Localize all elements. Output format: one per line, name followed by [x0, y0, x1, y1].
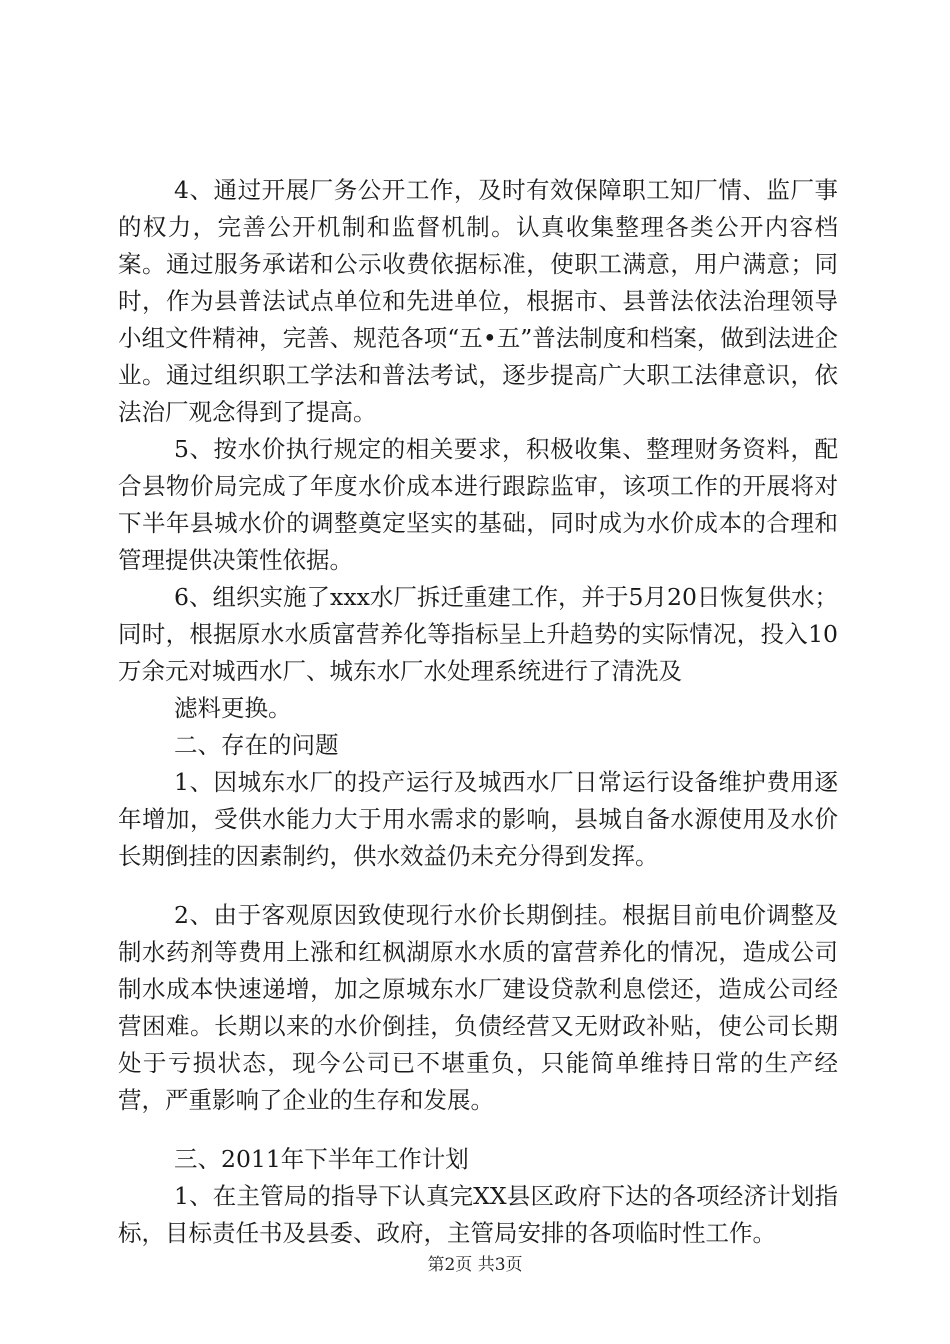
section-heading-plan: 三、2011年下半年工作计划	[174, 1145, 469, 1173]
document-body	[118, 172, 838, 1252]
paragraph-gap	[118, 875, 838, 897]
paragraph-item-5: 5、按水价执行规定的相关要求，积极收集、整理财务资料，配合县物价局完成了年度水价成本进行跟踪监审，该项工作的开展将对下半年县城水价的调整奠定坚实的基础，同时成为水价成本的合理和管理提供决策性依据。	[118, 435, 838, 574]
section-heading-problems: 二、存在的问题	[174, 731, 339, 759]
problem-item-1: 1、因城东水厂的投产运行及城西水厂日常运行设备维护费用逐年增加，受供水能力大于用水需求的影响，县城自备水源使用及水价长期倒挂的因素制约，供水效益仍未充分得到发挥。	[118, 768, 838, 870]
plan-item-1: 1、在主管局的指导下认真完XX县区政府下达的各项经济计划指标，目标责任书及县委、政府，主管局安排的各项临时性工作。	[118, 1182, 838, 1247]
page-footer: 第2页 共3页	[427, 1255, 523, 1275]
paragraph-item-4: 4、通过开展厂务公开工作，及时有效保障职工知厂情、监厂事的权力，完善公开机制和监督机制。认真收集整理各类公开内容档案。通过服务承诺和公示收费依据标准，使职工满意，用户满意；同时，作为县普法试点单位和先进单位，根据市、县普法依法治理领导小组文件精神，完善、规范各项“五•五”普法制度和档案，做到法进企业。通过组织职工学法和普法考试，逐步提高广大职工法律意识，依法治厂观念得到了提高。	[118, 176, 838, 426]
paragraph-gap	[118, 1119, 838, 1141]
paragraph-item-6-continued: 滤料更换。	[174, 694, 292, 722]
paragraph-item-6: 6、组织实施了xxx水厂拆迁重建工作，并于5月20日恢复供水；同时，根据原水水质富营养化等指标呈上升趋势的实际情况，投入10万余元对城西水厂、城东水厂水处理系统进行了清洗及	[118, 583, 838, 685]
problem-item-2: 2、由于客观原因致使现行水价长期倒挂。根据目前电价调整及制水药剂等费用上涨和红枫湖原水水质的富营养化的情况，造成公司制水成本快速递增，加之原城东水厂建设贷款利息偿还，造成公司经营困难。长期以来的水价倒挂，负债经营又无财政补贴，使公司长期处于亏损状态，现今公司已不堪重负，只能简单维持日常的生产经营，严重影响了企业的生存和发展。	[118, 901, 838, 1114]
